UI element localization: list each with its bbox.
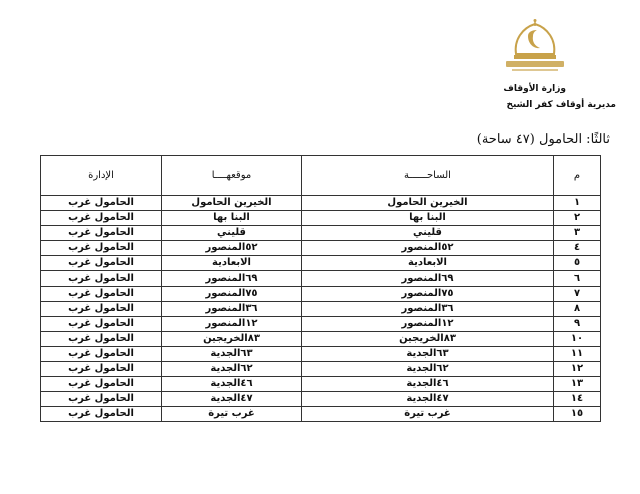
cell-administration: الحامول غرب <box>41 286 162 301</box>
table-header-row <box>41 156 601 196</box>
cell-administration: الحامول غرب <box>41 301 162 316</box>
table-row <box>41 392 601 407</box>
cell-administration: الحامول غرب <box>41 407 162 422</box>
cell-administration: الحامول غرب <box>41 256 162 271</box>
cell-location: الابعادية <box>162 256 302 271</box>
cell-administration: الحامول غرب <box>41 271 162 286</box>
table-row <box>41 331 601 346</box>
cell-number: ١٥ <box>554 407 601 422</box>
cell-site: ٧٥المنصور <box>302 286 554 301</box>
cell-number: ١٣ <box>554 377 601 392</box>
table-row <box>41 286 601 301</box>
cell-number: ١٠ <box>554 331 601 346</box>
cell-site: قليني <box>302 226 554 241</box>
section-title: ثالثًا: الحامول (٤٧ ساحة) <box>476 132 610 147</box>
cell-number: ٥ <box>554 256 601 271</box>
cell-location: ٨٣الخريجين <box>162 331 302 346</box>
directorate-name: مديرية أوقاف كفر الشيخ <box>506 100 616 110</box>
table-row <box>41 256 601 271</box>
column-header-site: الساحــــــة <box>302 156 554 196</box>
cell-number: ١ <box>554 196 601 211</box>
cell-administration: الحامول غرب <box>41 392 162 407</box>
column-header-location: موقعهــــا <box>162 156 302 196</box>
cell-location: ٦٣الجدية <box>162 346 302 361</box>
cell-location: ٧٥المنصور <box>162 286 302 301</box>
cell-administration: الحامول غرب <box>41 316 162 331</box>
cell-site: ٣٦المنصور <box>302 301 554 316</box>
table-row <box>41 271 601 286</box>
cell-site: ٦٢الجدية <box>302 362 554 377</box>
cell-site: ٤٧الجدية <box>302 392 554 407</box>
table-row <box>41 301 601 316</box>
cell-location: غرب تيرة <box>162 407 302 422</box>
cell-number: ٩ <box>554 316 601 331</box>
table-row <box>41 407 601 422</box>
cell-number: ٦ <box>554 271 601 286</box>
cell-number: ٢ <box>554 211 601 226</box>
cell-site: ٥٢المنصور <box>302 241 554 256</box>
cell-number: ١٢ <box>554 362 601 377</box>
cell-number: ٧ <box>554 286 601 301</box>
table-row <box>41 241 601 256</box>
column-header-administration: الإدارة <box>41 156 162 196</box>
cell-administration: الحامول غرب <box>41 211 162 226</box>
table-row <box>41 377 601 392</box>
table-row <box>41 362 601 377</box>
ministry-logo <box>492 18 578 82</box>
cell-administration: الحامول غرب <box>41 377 162 392</box>
cell-site: غرب تيرة <box>302 407 554 422</box>
cell-number: ٨ <box>554 301 601 316</box>
table-row <box>41 211 601 226</box>
cell-administration: الحامول غرب <box>41 331 162 346</box>
table-row <box>41 316 601 331</box>
cell-site: الابعادية <box>302 256 554 271</box>
cell-administration: الحامول غرب <box>41 226 162 241</box>
sites-table <box>40 155 601 422</box>
cell-site: ٦٣الجدية <box>302 346 554 361</box>
cell-site: الخيرين الحامول <box>302 196 554 211</box>
cell-site: البنا بها <box>302 211 554 226</box>
ministry-name: وزارة الأوقاف <box>503 84 566 94</box>
cell-location: الخيرين الحامول <box>162 196 302 211</box>
cell-location: البنا بها <box>162 211 302 226</box>
cell-number: ٤ <box>554 241 601 256</box>
cell-number: ٣ <box>554 226 601 241</box>
cell-location: قليني <box>162 226 302 241</box>
table-row <box>41 346 601 361</box>
cell-location: ٤٧الجدية <box>162 392 302 407</box>
cell-location: ٤٦الجدية <box>162 377 302 392</box>
cell-site: ٦٩المنصور <box>302 271 554 286</box>
cell-location: ٣٦المنصور <box>162 301 302 316</box>
cell-location: ٦٩المنصور <box>162 271 302 286</box>
cell-number: ١٤ <box>554 392 601 407</box>
cell-administration: الحامول غرب <box>41 346 162 361</box>
cell-site: ٨٣الخريجين <box>302 331 554 346</box>
cell-location: ١٢المنصور <box>162 316 302 331</box>
sites-table-container <box>40 155 600 422</box>
table-row <box>41 196 601 211</box>
cell-location: ٥٢المنصور <box>162 241 302 256</box>
cell-location: ٦٢الجدية <box>162 362 302 377</box>
table-row <box>41 226 601 241</box>
cell-number: ١١ <box>554 346 601 361</box>
cell-administration: الحامول غرب <box>41 196 162 211</box>
cell-site: ١٢المنصور <box>302 316 554 331</box>
column-header-number: م <box>554 156 601 196</box>
cell-site: ٤٦الجدية <box>302 377 554 392</box>
cell-administration: الحامول غرب <box>41 362 162 377</box>
cell-administration: الحامول غرب <box>41 241 162 256</box>
